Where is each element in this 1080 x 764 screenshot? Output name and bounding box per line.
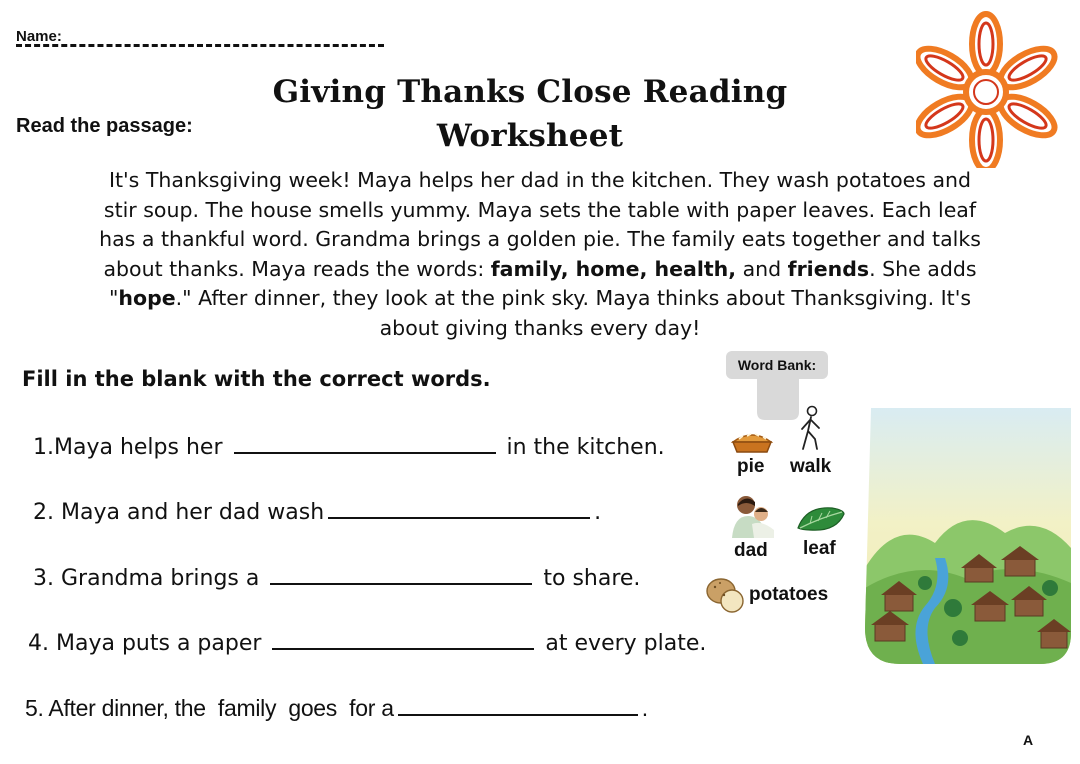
title-line-1: Giving Thanks Close Reading <box>272 74 788 110</box>
word-bank-word-leaf: leaf <box>803 538 836 559</box>
reading-passage <box>90 166 990 344</box>
question-number: 1. <box>33 435 54 460</box>
question-text-after: at every plate. <box>545 631 707 656</box>
word-bank-tab-shape <box>757 378 799 420</box>
word-bank-word-walk: walk <box>790 456 832 477</box>
exercise-heading: Fill in the blank with the correct words. <box>22 367 491 391</box>
word-bank-word-pie: pie <box>737 456 765 477</box>
question-1 <box>33 432 665 460</box>
question-text-after: . <box>641 695 648 721</box>
worksheet-title <box>250 70 810 158</box>
question-text-before: After dinner, the family goes for a <box>48 695 394 721</box>
flower-decoration-icon <box>916 8 1058 168</box>
question-text-after: in the kitchen. <box>506 435 665 460</box>
question-text-after: . <box>594 500 602 525</box>
passage-bold-2: friends <box>787 256 870 281</box>
question-text-before: Maya helps her <box>54 435 223 460</box>
passage-bold-1: family, home, health, <box>490 256 737 281</box>
question-number: 3. <box>33 566 54 591</box>
answer-blank-4[interactable] <box>272 628 534 650</box>
passage-text-1: It's Thanksgiving week! Maya helps her dad in the kitchen. They wash potatoes and stir soup. The house smells yummy. Maya sets the table with paper leaves. Each leaf has a thankful word. Grandma brings a golden pie. The family eats together and talks about thanks. Maya reads the words: <box>99 168 981 281</box>
name-label: Name: <box>16 28 62 45</box>
word-bank-label: Word Bank: <box>726 351 828 379</box>
passage-bold-3: hope <box>118 286 176 311</box>
dad-hug-icon <box>728 494 778 538</box>
answer-blank-1[interactable] <box>234 432 496 454</box>
answer-blank-3[interactable] <box>270 563 532 585</box>
passage-text-4: ." After dinner, they look at the pink sky. Maya thinks about Thanksgiving. It's about giving thanks every day! <box>175 286 972 340</box>
question-text-after: to share. <box>543 566 641 591</box>
page-letter: A <box>1023 732 1034 748</box>
question-text-before: Grandma brings a <box>61 566 260 591</box>
walking-person-icon <box>797 405 825 453</box>
answer-blank-5[interactable] <box>398 694 638 716</box>
pie-icon <box>731 428 773 456</box>
word-bank-word-dad: dad <box>734 540 768 561</box>
question-3 <box>33 563 640 591</box>
question-2 <box>33 497 601 525</box>
answer-blank-2[interactable] <box>328 497 590 519</box>
question-5 <box>25 694 648 722</box>
passage-text-3: . She adds " <box>108 256 977 311</box>
leaf-icon <box>796 504 846 534</box>
question-text-before: Maya puts a paper <box>56 631 262 656</box>
name-blank-line[interactable] <box>16 44 384 47</box>
question-4 <box>28 628 706 656</box>
word-bank-word-potatoes: potatoes <box>749 584 829 605</box>
village-landscape-illustration <box>865 408 1071 664</box>
question-number: 5. <box>25 695 44 721</box>
potatoes-icon <box>704 575 746 615</box>
title-line-2: Worksheet <box>436 118 624 154</box>
question-number: 2. <box>33 500 54 525</box>
question-number: 4. <box>28 631 49 656</box>
passage-text-2: and <box>736 256 788 281</box>
read-passage-label: Read the passage: <box>16 115 193 137</box>
question-text-before: Maya and her dad wash <box>61 500 325 525</box>
